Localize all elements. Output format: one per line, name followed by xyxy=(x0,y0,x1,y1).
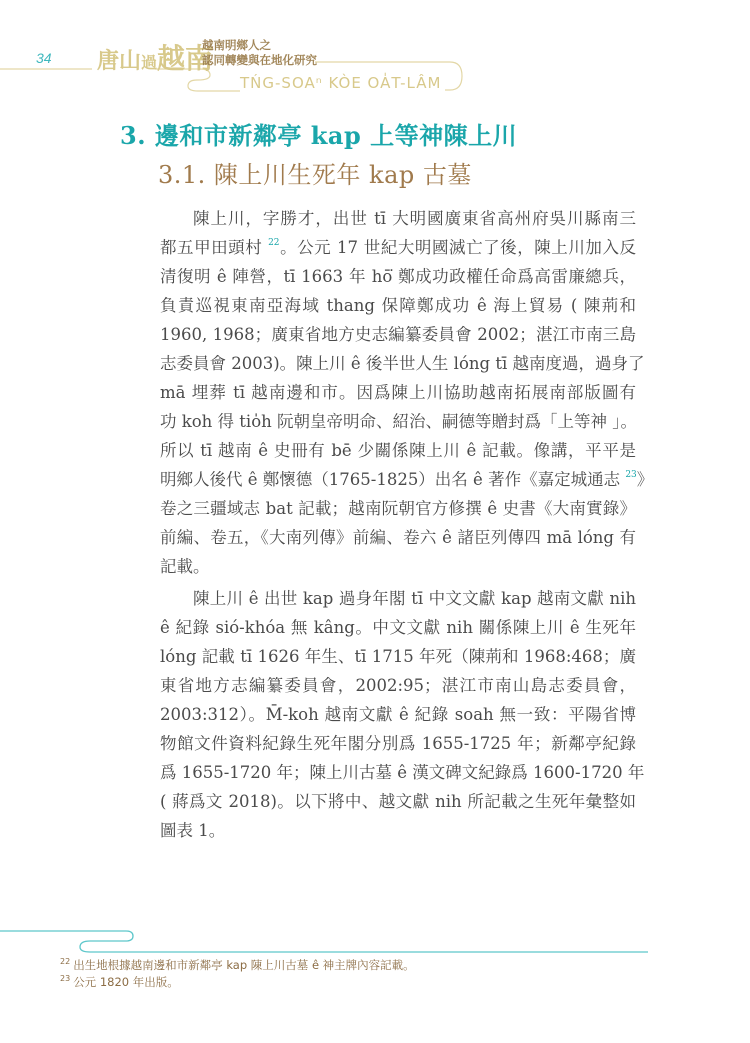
footnote-text: 公元 1820 年出版。 xyxy=(73,975,179,989)
text-segment: 明鄉人後代 ê 鄭懷德（1765-1825）出名 ê 著作《嘉定城通志 xyxy=(160,470,621,489)
subtitle-line-2: 認同轉變與在地化研究 xyxy=(202,53,317,67)
footnote-divider-line xyxy=(0,925,750,955)
footnotes xyxy=(60,957,415,991)
text-segment: 都五甲田頭村 xyxy=(160,238,263,257)
body-paragraph-2 xyxy=(160,584,645,845)
subtitle-line-1: 越南明鄉人之 xyxy=(202,38,271,52)
book-subtitle xyxy=(202,38,317,68)
footnote-22 xyxy=(60,957,415,974)
footnote-text: 出生地根據越南邊和市新鄰亭 kap 陳上川古墓 ê 神主牌內容記載。 xyxy=(73,958,415,972)
text-line: 2003:312）。M̄-koh 越南文獻 ê 紀錄 soah 無一致：平陽省博 xyxy=(160,705,636,724)
text-line: ( 蔣爲文 2018)。以下將中、越文獻 nih 所記載之生死年彙整如 xyxy=(160,792,636,811)
text-segment: 。公元 17 世紀大明國滅亡了後，陳上川加入反 xyxy=(279,238,636,257)
text-line: 爲 1655-1720 年；陳上川古墓 ê 漢文碑文紀錄爲 1600-1720 年 xyxy=(160,763,645,782)
text-line: 物館文件資料紀錄生死年閣分別爲 1655-1725 年；新鄰亭紀錄 xyxy=(160,734,636,753)
section-heading: 3. 邊和市新鄰亭 kap 上等神陳上川 xyxy=(120,121,518,150)
text-line: 前編、卷五，《大南列傳》前編、卷六 ê 諸臣列傳四 mā lóng 有 xyxy=(160,528,636,547)
footnote-23 xyxy=(60,974,415,991)
text-line: mā 埋葬 tī 越南邊和市。因爲陳上川協助越南拓展南部版圖有 xyxy=(160,383,636,402)
footnote-ref-23[interactable]: 23 xyxy=(625,470,637,480)
text-line: 陳上川 ê 出世 kap 過身年閣 tī 中文文獻 kap 越南文獻 nih xyxy=(193,589,636,608)
text-line: 圖表 1。 xyxy=(160,821,226,840)
text-line: 1960, 1968；廣東省地方史志編纂委員會 2002；湛江市南三島 xyxy=(160,325,636,344)
text-line: 東省地方志編纂委員會，2002:95；湛江市南山島志委員會， xyxy=(160,676,636,695)
text-line: 記載。 xyxy=(160,557,210,576)
text-line: ê 紀錄 sió-khóa 無 kâng。中文文獻 nih 關係陳上川 ê 生死年 xyxy=(160,618,636,637)
text-line: lóng 記載 tī 1626 年生、tī 1715 年死（陳荊和 1968:468；廣 xyxy=(160,647,636,666)
section-subheading: 3.1. 陳上川生死年 kap 古墓 xyxy=(158,161,472,189)
brand-part-3: 越南 xyxy=(157,42,214,75)
footnote-number: 23 xyxy=(60,974,71,983)
text-line: 負責巡視東南亞海域 thang 保障鄭成功 ê 海上貿易 ( 陳荊和 xyxy=(160,296,636,315)
footnote-number: 22 xyxy=(60,957,71,966)
footnote-ref-22[interactable]: 22 xyxy=(268,238,280,248)
text-line: 所以 tī 越南 ê 史冊有 bē 少關係陳上川 ê 記載。像講，平平是 xyxy=(160,441,636,460)
text-line: 卷之三疆域志 bat 記載；越南阮朝官方修撰 ê 史書《大南實錄》 xyxy=(160,499,636,518)
text-segment: 》 xyxy=(636,470,654,489)
text-line: 陳上川，字勝才，出世 tī 大明國廣東省高州府吳川縣南三 xyxy=(193,209,636,228)
brand-part-2: 過 xyxy=(141,53,158,72)
page-header xyxy=(0,0,750,105)
book-brand-logo xyxy=(97,37,213,77)
body-paragraph-1 xyxy=(160,204,654,581)
romanized-title: TŃG-SOAⁿ KÒE OA̍T-LÂM xyxy=(240,74,442,92)
text-line: 功 koh 得 tio̍h 阮朝皇帝明命、紹治、嗣德等贈封爲「上等神 」。 xyxy=(160,412,638,431)
text-line: 志委員會 2003)。陳上川 ê 後半世人生 lóng tī 越南度過，過身了 xyxy=(160,354,645,373)
text-line xyxy=(160,465,654,494)
brand-part-1: 唐山 xyxy=(97,49,142,74)
text-line: 清復明 ê 陣營，tī 1663 年 hō͘ 鄭成功政權任命爲高雷廉總兵， xyxy=(160,267,636,286)
page-number: 34 xyxy=(36,50,52,66)
text-line xyxy=(160,233,636,262)
